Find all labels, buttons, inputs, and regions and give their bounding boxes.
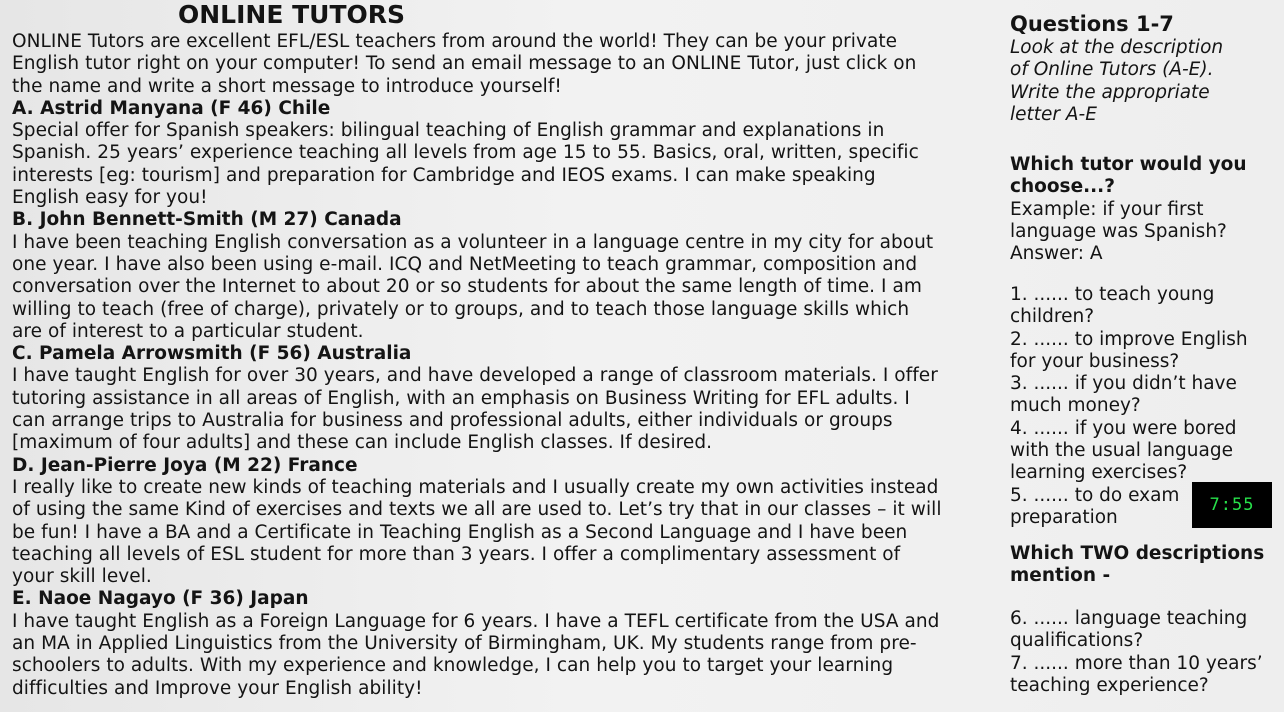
question-3: 3. ...... if you didn’t have: [1010, 373, 1237, 395]
tutor-d-line: of using the same Kind of exercises and texts we all are used to. Let’s try that in our classes – it will: [12, 499, 942, 521]
question-7: 7. ...... more than 10 years’: [1010, 652, 1263, 674]
question-6: 6. ...... language teaching: [1010, 608, 1248, 629]
tutor-c-line: tutoring assistance in all areas of English, with an emphasis on Business Writing for EFL adults. I: [12, 387, 910, 409]
intro-line: ONLINE Tutors are excellent EFL/ESL teachers from around the world! They can be your private: [12, 31, 898, 52]
question-1: children?: [1010, 306, 1095, 328]
tutor-b-line: one year. I have also been using e-mail. ICQ and NetMeeting to teach grammar, composition and: [12, 253, 918, 275]
tutor-d-heading: D. Jean-Pierre Joya (M 22) France: [12, 454, 358, 476]
countdown-timer: 7:55: [1192, 482, 1272, 528]
intro-paragraph: [12, 31, 1000, 700]
tutor-c-line: I have taught English for over 30 years, and have developed a range of classroom materials. I offer: [12, 365, 938, 387]
tutor-e-heading: E. Naoe Nagayo (F 36) Japan: [12, 588, 309, 610]
tutor-a-line: Spanish. 25 years’ experience teaching all levels from age 15 to 55. Basics, oral, written, specific: [12, 142, 919, 164]
example-line: Example: if your first: [1010, 198, 1204, 220]
question-5: preparation: [1010, 506, 1118, 528]
instruction-line: letter A-E: [1010, 103, 1097, 125]
section1-heading: choose...?: [1010, 176, 1115, 198]
question-4: 4. ...... if you were bored: [1010, 417, 1237, 439]
tutor-a-line: Special offer for Spanish speakers: bilingual teaching of English grammar and explanations in: [12, 120, 885, 142]
question-7: teaching experience?: [1010, 674, 1209, 696]
tutor-a-line: English easy for you!: [12, 187, 208, 209]
tutor-c-heading: C. Pamela Arrowsmith (F 56) Australia: [12, 343, 412, 365]
tutor-d-line: I really like to create new kinds of teaching materials and I usually create my own activities instead: [12, 476, 939, 498]
question-2: 2. ...... to improve English: [1010, 328, 1248, 350]
tutor-e-line: difficulties and Improve your English ability!: [12, 677, 423, 699]
tutor-d-line: teaching all levels of ESL student for more than 3 years. I offer a complimentary assessment of: [12, 543, 901, 565]
questions-heading: Questions 1-7: [1010, 12, 1174, 36]
question-4: with the usual language: [1010, 440, 1233, 462]
question-6: qualifications?: [1010, 630, 1144, 652]
tutor-a-line: interests [eg: tourism] and preparation for Cambridge and IEOS exams. I can make speaking: [12, 164, 876, 186]
instruction-line: Write the appropriate: [1010, 81, 1210, 103]
section1-heading: Which tutor would you: [1010, 154, 1247, 175]
instruction-line: of Online Tutors (A-E).: [1010, 59, 1214, 81]
tutor-d-line: your skill level.: [12, 566, 152, 588]
intro-line: English tutor right on your computer! To send an email message to an ONLINE Tutor, just click on: [12, 53, 917, 75]
tutor-b-line: conversation over the Internet to about 20 or so students for about the same length of time. I am: [12, 276, 922, 298]
tutor-c-line: [maximum of four adults] and these can include English classes. If desired.: [12, 432, 713, 454]
tutor-d-line: be fun! I have a BA and a Certificate in Teaching English as a Second Language and I have been: [12, 521, 908, 543]
tutor-e-line: an MA in Applied Linguistics from the University of Birmingham, UK. My students range from pre-: [12, 633, 917, 655]
tutor-b-line: are of interest to a particular student.: [12, 320, 364, 342]
question-4: learning exercises?: [1010, 462, 1188, 484]
tutor-e-line: schoolers to adults. With my experience and knowledge, I can help you to target your learning: [12, 655, 894, 677]
tutor-b-line: I have been teaching English conversation as a volunteer in a language centre in my city for about: [12, 231, 934, 253]
tutor-c-line: can arrange trips to Australia for business and professional adults, either individuals or groups: [12, 410, 893, 432]
question-2: for your business?: [1010, 350, 1180, 372]
section2-heading: mention -: [1010, 565, 1111, 587]
question-3: much money?: [1010, 395, 1141, 417]
example-line: language was Spanish?: [1010, 220, 1227, 242]
example-line: Answer: A: [1010, 243, 1103, 265]
intro-line: the name and write a short message to introduce yourself!: [12, 75, 562, 97]
question-5: 5. ...... to do exam: [1010, 484, 1180, 506]
question-1: 1. ...... to teach young: [1010, 284, 1215, 305]
instruction-line: Look at the description: [1010, 37, 1224, 58]
tutor-b-line: willing to teach (free of charge), privately or to groups, and to teach those language skills which: [12, 298, 910, 320]
tutor-a-heading: A. Astrid Manyana (F 46) Chile: [12, 97, 331, 119]
section2-heading: Which TWO descriptions: [1010, 543, 1265, 564]
tutor-b-heading: B. John Bennett-Smith (M 27) Canada: [12, 209, 402, 231]
page-title: ONLINE TUTORS: [178, 0, 406, 29]
tutor-e-line: I have taught English as a Foreign Language for 6 years. I have a TEFL certificate from the USA and: [12, 610, 940, 632]
